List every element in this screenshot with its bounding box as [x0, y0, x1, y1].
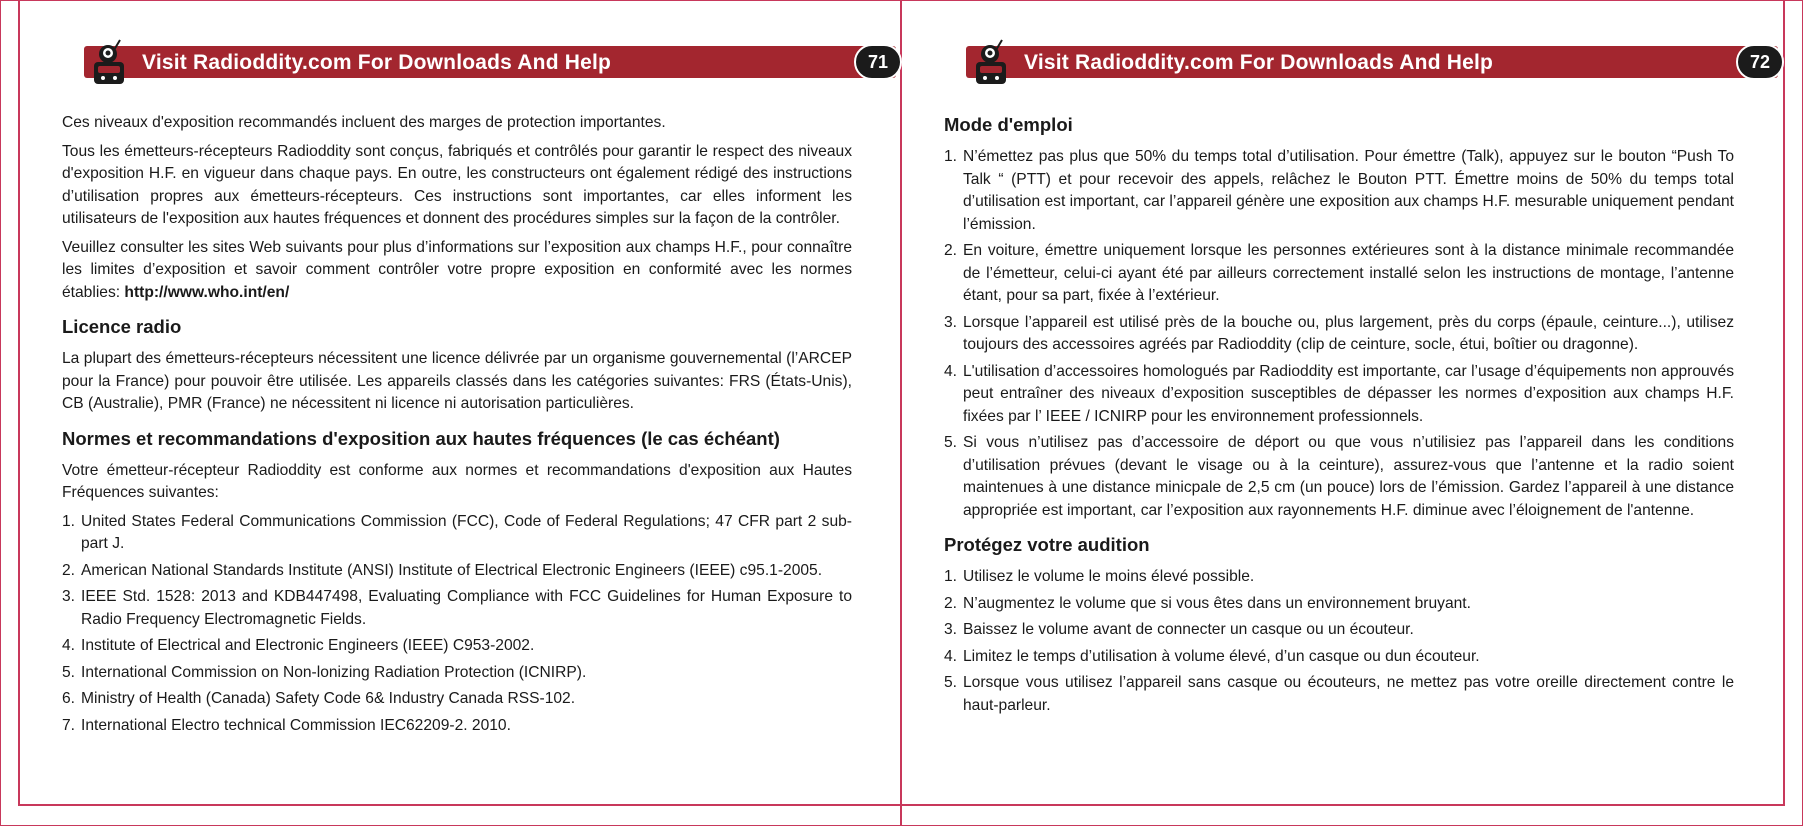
paragraph-website-info — [62, 237, 852, 305]
list-item — [62, 688, 852, 711]
list-number: 3. — [944, 621, 958, 638]
radio-mascot-icon — [84, 38, 136, 88]
list-item — [944, 672, 1734, 717]
list-number: 3. — [944, 313, 958, 331]
list-item — [62, 715, 852, 738]
right-content — [944, 112, 1734, 721]
list-text: En voiture, émettre uniquement lorsque les personnes extérieures sont à la distance minimale recommandée de l’émetteur, celui-ci ayant été par ailleurs correctement installé selon les instructions de montage, l’antenne étant, pour sa part, fixée à l’extérieur. — [963, 242, 1734, 304]
hearing-list — [944, 566, 1734, 717]
list-text: United States Federal Communications Commission (FCC), Code of Federal Regulations; 47 CFR part 2 sub-part J. — [81, 512, 852, 552]
left-content — [62, 112, 852, 741]
list-text: Lorsque vous utilisez l’appareil sans casque ou écouteurs, ne mettez pas votre oreille directement contre le haut-parleur. — [963, 674, 1734, 714]
list-item — [62, 662, 852, 685]
list-number: 1. — [944, 148, 958, 165]
header-banner — [84, 46, 896, 78]
paragraph-radioddity-design: Tous les émetteurs-récepteurs Radioddity sont conçus, fabriqués et contrôlés pour garantir le respect des niveaux d'exposition H.F. en vigueur dans chaque pays. En outre, les constructeurs ont également rédigé des instructions d’utilisation propres aux émetteurs-récepteurs. Ces instructions sont importantes, car elles informent les utilisateurs de l'exposition aux hautes fréquences et donnent des procédures simples sur la façon de la contrôler. — [62, 142, 852, 227]
heading-licence-radio: Licence radio — [62, 316, 182, 337]
list-item — [62, 635, 852, 658]
list-text: International Electro technical Commission IEC62209-2. 2010. — [81, 716, 511, 734]
list-number: 1. — [944, 568, 958, 585]
list-number: 6. — [62, 690, 76, 707]
banner-title: Visit Radioddity.com For Downloads And Help — [142, 51, 612, 74]
page-number-badge: 72 — [1736, 44, 1784, 80]
list-number: 3. — [62, 588, 76, 605]
list-item — [944, 593, 1734, 616]
list-text: American National Standards Institute (ANSI) Institute of Electrical Electronic Engineers (IEEE) c95.1-2005. — [81, 561, 823, 579]
list-number: 1. — [62, 512, 76, 530]
list-number: 4. — [944, 647, 958, 665]
list-number: 4. — [62, 637, 76, 654]
page-number-badge: 71 — [854, 44, 902, 80]
left-page — [62, 0, 889, 806]
list-number: 2. — [62, 561, 76, 579]
usage-list — [944, 146, 1734, 522]
standards-list — [62, 511, 852, 738]
list-text: L'utilisation d’accessoires homologués par Radioddity est importante, car l’usage d’équipements non approuvés peut entraîner des niveaux d’exposition susceptibles de dépasser les normes d’exposition aux champs H.F. fixées par l’ IEEE / ICNIRP pour les environnement professionnels. — [963, 362, 1734, 425]
list-text: Ministry of Health (Canada) Safety Code 6& Industry Canada RSS-102. — [81, 690, 576, 707]
list-item — [944, 566, 1734, 589]
list-number: 7. — [62, 716, 76, 734]
list-item — [62, 511, 852, 556]
list-text: Lorsque l’appareil est utilisé près de la bouche ou, plus largement, près du corps (épaule, ceinture...), utilisez toujours des accessoires agréés par Radioddity (clip de ceinture, socle, étui, boîtier ou dragonne). — [963, 313, 1734, 353]
list-text: Si vous n’utilisez pas d’accessoire de déport ou que vous n’utilisiez pas l’appareil dans les conditions d’utilisation prévues (devant le visage ou à la ceinture), assurez-vous que l’antenne et la radio soient maintenues à une distance minicpale de 2,5 cm (un pouce) lors de l’émission. Gardez l’appareil à une distance appropriée est important, car l’exposition aux rayonnements H.F. diminue avec l’éloignement de l'antenne. — [963, 434, 1734, 519]
heading-mode-emploi: Mode d'emploi — [944, 114, 1073, 135]
list-text: Utilisez le volume le moins élevé possible. — [963, 568, 1255, 585]
list-number: 5. — [944, 434, 958, 451]
list-text: Limitez le temps d’utilisation à volume élevé, d’un casque ou dun écouteur. — [963, 647, 1480, 665]
list-item — [944, 646, 1734, 669]
list-item — [62, 560, 852, 583]
list-text: Institute of Electrical and Electronic Engineers (IEEE) C953-2002. — [81, 637, 535, 654]
who-link[interactable]: http://www.who.int/en/ — [124, 283, 290, 301]
heading-normes: Normes et recommandations d'exposition aux hautes fréquences (le cas échéant) — [62, 427, 780, 449]
list-item — [944, 361, 1734, 429]
list-item — [62, 586, 852, 631]
paragraph-normes: Votre émetteur-récepteur Radioddity est conforme aux normes et recommandations d'exposition aux Hautes Fréquences suivantes: — [62, 461, 852, 501]
header-banner — [966, 46, 1778, 78]
right-page — [944, 0, 1771, 806]
banner-title: Visit Radioddity.com For Downloads And Help — [1024, 51, 1494, 74]
list-text: N’augmentez le volume que si vous êtes dans un environnement bruyant. — [963, 594, 1471, 612]
list-number: 2. — [944, 242, 958, 259]
list-number: 5. — [944, 674, 958, 691]
list-number: 5. — [62, 663, 76, 681]
list-item — [944, 146, 1734, 236]
list-text: International Commission on Non-lonizing Radiation Protection (ICNIRP). — [81, 663, 587, 681]
list-text: Baissez le volume avant de connecter un casque ou un écouteur. — [963, 621, 1414, 638]
list-text: IEEE Std. 1528: 2013 and KDB447498, Evaluating Compliance with FCC Guidelines for Human Exposure to Radio Frequency Electromagnetic Fields. — [81, 588, 852, 628]
list-text: N’émettez pas plus que 50% du temps total d’utilisation. Pour émettre (Talk), appuyez sur le bouton “Push To Talk “ (PTT) et pour recevoir des appels, relâchez le Bouton PTT. Émettre moins de 50% du temps total d’utilisation est important, car l’appareil génère une exposition aux champs H.F. mesurable uniquement pendant l’émission. — [963, 148, 1734, 233]
paragraph-exposure-levels: Ces niveaux d'exposition recommandés incluent des marges de protection importantes. — [62, 114, 666, 131]
list-number: 2. — [944, 594, 958, 612]
list-item — [944, 240, 1734, 308]
list-item — [944, 432, 1734, 522]
paragraph-licence: La plupart des émetteurs-récepteurs nécessitent une licence délivrée par un organisme gouvernemental (l’ARCEP pour la France) pour pouvoir être utilisée. Les appareils classés dans les catégories suivantes: FRS (États-Unis), CB (Australie), PMR (France) ne nécessitent ni licence ni autorisation particulières. — [62, 350, 852, 412]
paragraph-website-text: Veuillez consulter les sites Web suivants pour plus d’informations sur l’exposition aux champs H.F., pour connaître les limites d’exposition et savoir comment contrôler votre propre exposition en conformité avec les normes établies: — [62, 238, 852, 301]
page-divider — [900, 0, 902, 826]
heading-protegez-audition: Protégez votre audition — [944, 534, 1150, 555]
radio-mascot-icon — [966, 38, 1018, 88]
list-number: 4. — [944, 362, 958, 380]
list-item — [944, 312, 1734, 357]
list-item — [944, 619, 1734, 642]
